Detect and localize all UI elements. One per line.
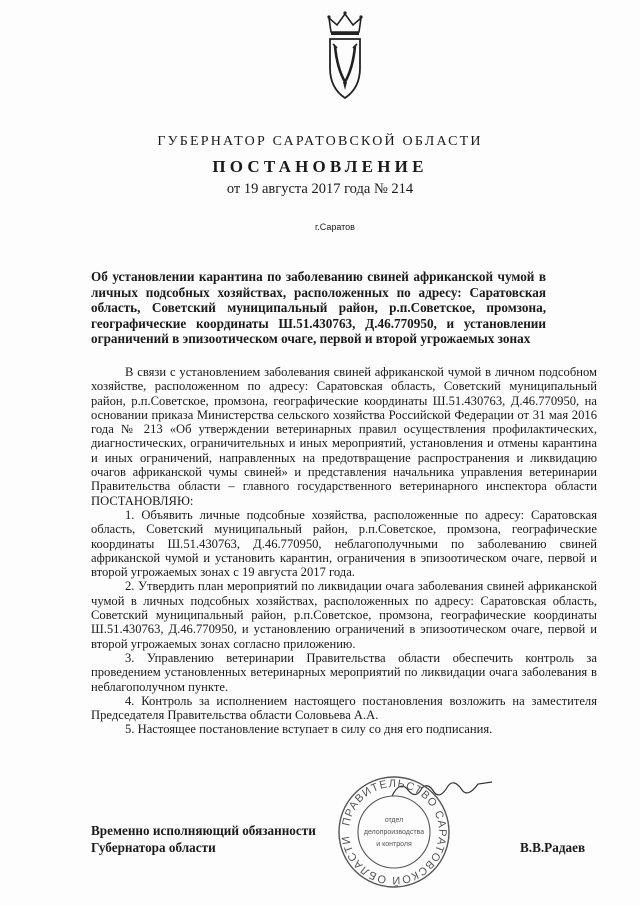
item-paragraph-4: 4. Контроль за исполнением настоящего постановления возложить на заместителя Председателя Правительства области Соловьева А.А.: [91, 693, 597, 723]
issuer-heading: ГУБЕРНАТОР САРАТОВСКОЙ ОБЛАСТИ: [157, 134, 483, 149]
document-date-number: от 19 августа 2017 года № 214: [226, 181, 414, 197]
item-paragraph-5: 5. Настоящее постановление вступает в силу со дня его подписания.: [125, 722, 493, 737]
item-paragraph-2: 2. Утвердить план мероприятий по ликвидации очага заболевания свиней африканской чумой в личных подсобных хозяйствах, расположенных по адресу: Саратовская область, Советский муниципальный район, р.п.Советское, промзона, географические координаты Ш.51.430763, Д.46.770950, и установлению ограничений в эпизоотическом очаге, первой и второй угрожаемых зонах согласно приложению.: [91, 579, 597, 651]
item-paragraph-3: 3. Управлению ветеринарии Правительства области обеспечить контроль за проведением установленных ветеринарных мероприятий по ликвидации очага заболевания в неблагополучном пункте.: [91, 650, 597, 694]
signatory-position-line-1: Временно исполняющий обязанности: [91, 823, 316, 838]
resolution-body: [91, 365, 597, 737]
item-paragraph-1: 1. Объявить личные подсобные хозяйства, расположенные по адресу: Саратовская область, Советский муниципальный район, р.п.Советское, промзона, географические координаты Ш.51.430763, Д.46.770950, неблагополучными по заболеванию свиней африканской чумой и установить карантин, ограничения в эпизоотическом очаге, первой и второй угрожаемых зонах с 19 августа 2017 года.: [91, 507, 597, 580]
preamble-paragraph: В связи с установлением заболевания свиней африканской чумой в личном подсобном хозяйстве, расположенном по адресу: Саратовская область, Советский муниципальный район, р.п.Советское, промзона, географические координаты Ш.51.430763, Д.46.770950, на основании приказа Министерства сельского хозяйства Российской Федерации от 31 мая 2016 года № 213 «Об утверждении ветеринарных правил осуществления профилактических, диагностических, ограничительных и иных мероприятий, установления и отмены карантина и иных ограничений, направленных на предотвращение распространения и ликвидацию очагов африканской чумы свиней» и представления начальника управления ветеринарии Правительства области – главного государственного ветеринарного инспектора области ПОСТАНОВЛЯЮ:: [91, 365, 597, 508]
signatory-position-line-2: Губернатора области: [91, 840, 216, 855]
resolution-title: Об установлении карантина по заболеванию свиней африканской чумой в личных подсобных хозяйствах, расположенных по адресу: Саратовская область, Советский муниципальный район, р.п.Советское, промзона, географические координаты Ш.51.430763, Д.46.770950, и установлении ограничений в эпизоотическом очаге, первой и второй угрожаемых зонах: [91, 269, 546, 347]
svg-text:делопроизводства: делопроизводства: [363, 829, 425, 836]
saratov-coat-of-arms-icon: [323, 10, 367, 102]
document-type-heading: ПОСТАНОВЛЕНИЕ: [212, 157, 428, 176]
svg-text:отдел: отдел: [384, 817, 404, 824]
official-stamp: [336, 774, 452, 890]
svg-text:ПРАВИТЕЛЬСТВО САРАТОВСКОЙ ОБЛА: ПРАВИТЕЛЬСТВО САРАТОВСКОЙ ОБЛАСТИ: [339, 777, 449, 887]
document-city: г.Саратов: [315, 222, 355, 232]
svg-text:и контроля: и контроля: [376, 841, 412, 848]
signatory-name: В.В.Радаев: [520, 840, 586, 855]
